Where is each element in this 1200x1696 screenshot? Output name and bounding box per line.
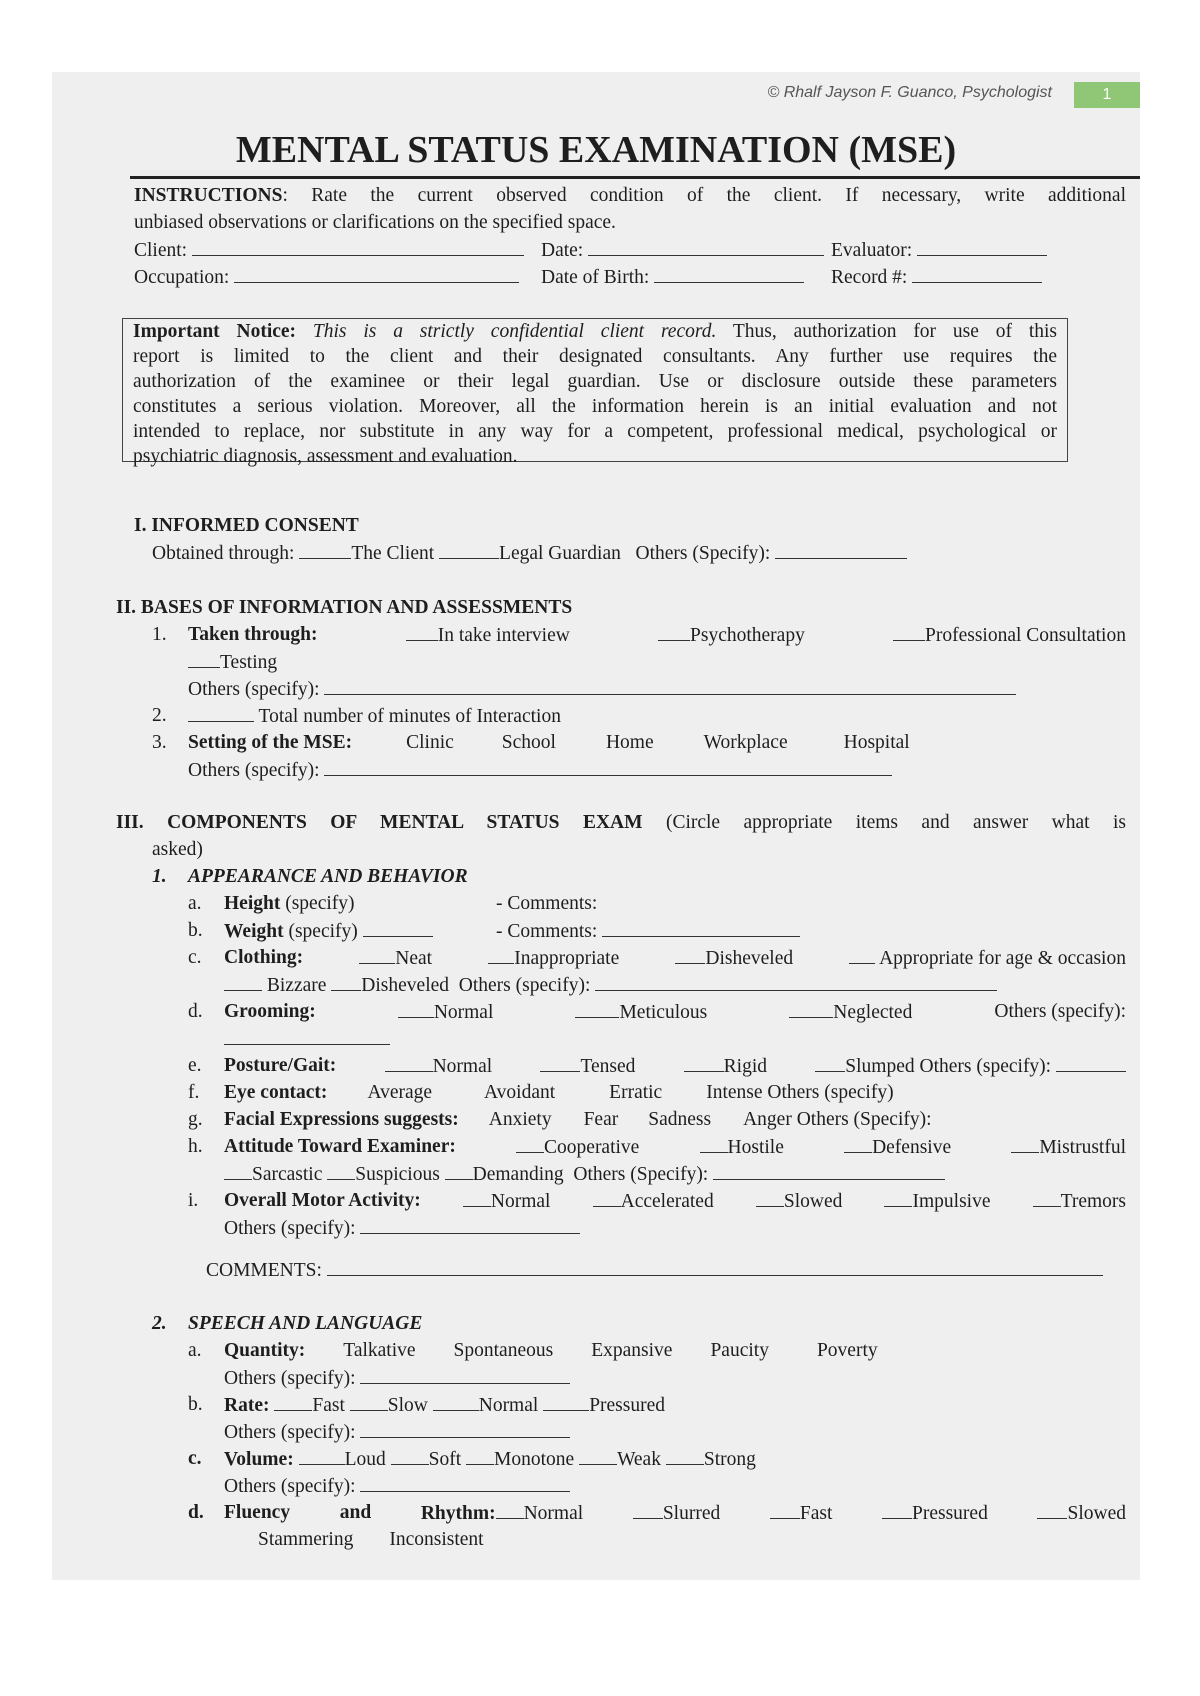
motor-tremors-blank[interactable]	[1033, 1187, 1061, 1207]
posture-normal[interactable]: Normal	[432, 1056, 493, 1077]
dob-label: Date of Birth:	[541, 267, 650, 288]
fluency-slurred-blank[interactable]	[633, 1499, 663, 1519]
rate-pressured-blank[interactable]	[543, 1391, 589, 1411]
facial-fear[interactable]: Fear	[583, 1109, 619, 1130]
clothing-appropriate-blank[interactable]	[849, 944, 875, 964]
sub-2-number: 2.	[152, 1313, 167, 1334]
attitude-cooperative[interactable]: Cooperative	[544, 1137, 640, 1158]
fluency-normal-blank[interactable]	[496, 1499, 524, 1519]
taken-others-row	[188, 675, 1016, 703]
fluency-fast-blank[interactable]	[770, 1499, 800, 1519]
minutes-row	[188, 702, 561, 730]
grooming-row	[224, 998, 1126, 1026]
occupation-blank[interactable]	[234, 263, 519, 283]
item-g-letter: g.	[188, 1109, 203, 1130]
eye-intense-others[interactable]: Intense Others (specify)	[706, 1082, 894, 1103]
section-2-heading: II. BASES OF INFORMATION AND ASSESSMENTS	[116, 597, 573, 618]
fluency-label: Fluency	[224, 1502, 291, 1523]
instructions-label: INSTRUCTIONS	[134, 185, 283, 206]
attitude-sarcastic[interactable]: Sarcastic	[252, 1164, 323, 1185]
volume-weak[interactable]: Weak	[617, 1449, 661, 1470]
volume-monotone-blank[interactable]	[466, 1445, 494, 1465]
evaluator-field[interactable]	[831, 236, 1047, 264]
item-a-letter: a.	[188, 893, 202, 914]
testing-row	[188, 648, 277, 676]
taken-through-label: Taken through:	[188, 624, 318, 645]
notice-italic: This is a strictly confidential client record.	[312, 321, 717, 342]
evaluator-label: Evaluator:	[831, 240, 913, 261]
minutes-label: Total number of minutes of Interaction	[258, 706, 561, 727]
section-3-note: (Circle appropriate items and answer what is	[665, 812, 1126, 833]
volume-monotone[interactable]: Monotone	[494, 1449, 575, 1470]
taken-others-label: Others (specify):	[188, 679, 320, 700]
item-3-number: 3.	[152, 732, 167, 753]
attitude-sarcastic-blank[interactable]	[224, 1160, 252, 1180]
minutes-blank[interactable]	[188, 702, 254, 722]
setting-label: Setting of the MSE:	[188, 732, 353, 753]
facial-label: Facial Expressions suggests:	[224, 1109, 459, 1130]
quantity-spontaneous[interactable]: Spontaneous	[453, 1340, 554, 1361]
instructions-line-2: unbiased observations or clarifications on the specified space.	[134, 212, 616, 233]
posture-slumped[interactable]: Slumped	[845, 1056, 915, 1077]
fluency-and: and	[339, 1502, 372, 1523]
setting-others-blank[interactable]	[324, 756, 892, 776]
comments-blank[interactable]	[327, 1256, 1103, 1276]
motor-slowed[interactable]: Slowed	[783, 1191, 843, 1212]
motor-others-blank[interactable]	[360, 1214, 580, 1234]
item-e-letter: e.	[188, 1055, 202, 1076]
instructions-text-1: : Rate the current observed condition of the client. If necessary, write additional	[282, 185, 1126, 206]
notice-line-2: report is limited to the client and their designated consultants. Any further use requires the	[133, 346, 1057, 367]
height-row	[224, 890, 355, 917]
eye-contact-row	[224, 1079, 894, 1106]
testing-blank[interactable]	[188, 648, 220, 668]
comments-row	[206, 1256, 1103, 1284]
item-b-letter: b.	[188, 920, 203, 941]
eye-erratic[interactable]: Erratic	[609, 1082, 663, 1103]
attitude-suspicious-blank[interactable]	[327, 1160, 355, 1180]
attitude-suspicious[interactable]: Suspicious	[355, 1164, 440, 1185]
attitude-label: Attitude Toward Examiner:	[224, 1136, 456, 1157]
taken-through-row	[188, 621, 1126, 649]
setting-row	[188, 729, 910, 756]
rate-pressured[interactable]: Pressured	[589, 1395, 666, 1416]
attitude-defensive[interactable]: Defensive	[872, 1137, 952, 1158]
clothing-disheveled[interactable]: Disheveled	[705, 948, 794, 969]
clothing-neat-blank[interactable]	[359, 944, 395, 964]
weight-row	[224, 917, 433, 945]
rate-normal[interactable]: Normal	[478, 1395, 539, 1416]
posture-rigid[interactable]: Rigid	[723, 1056, 768, 1077]
consent-others-label: Others (Specify):	[635, 543, 771, 564]
setting-clinic[interactable]: Clinic	[406, 732, 454, 753]
quantity-others-blank[interactable]	[360, 1364, 570, 1384]
intake-blank[interactable]	[406, 621, 438, 641]
confidential-notice-box	[122, 318, 1068, 467]
rate-fast[interactable]: Fast	[312, 1395, 345, 1416]
client-field[interactable]	[134, 236, 524, 264]
option-the-client[interactable]: The Client	[351, 543, 435, 564]
quantity-others-label: Others (specify):	[224, 1368, 356, 1389]
sub-2-heading: SPEECH AND LANGUAGE	[188, 1313, 423, 1334]
clothing-disheveled-2[interactable]: Disheveled	[361, 975, 450, 996]
volume-row	[224, 1445, 756, 1473]
consent-others-blank[interactable]	[775, 539, 907, 559]
sub-1-number: 1.	[152, 866, 167, 887]
speech-a-letter: a.	[188, 1340, 202, 1361]
facial-sadness[interactable]: Sadness	[648, 1109, 712, 1130]
motor-slowed-blank[interactable]	[756, 1187, 784, 1207]
motor-normal-blank[interactable]	[463, 1187, 491, 1207]
attitude-others-label: Others (Specify):	[573, 1164, 709, 1185]
motor-impulsive-blank[interactable]	[884, 1187, 912, 1207]
attitude-demanding-blank[interactable]	[445, 1160, 473, 1180]
posture-tensed[interactable]: Tensed	[580, 1056, 636, 1077]
clothing-row-2	[224, 971, 997, 999]
motor-label: Overall Motor Activity:	[224, 1190, 421, 1211]
page-number-badge: 1	[1074, 82, 1140, 108]
facial-anxiety[interactable]: Anxiety	[488, 1109, 552, 1130]
clothing-others-blank[interactable]	[595, 971, 997, 991]
volume-loud-blank[interactable]	[299, 1445, 345, 1465]
grooming-normal[interactable]: Normal	[433, 1002, 494, 1023]
fluency-row-2	[258, 1526, 484, 1553]
setting-others-row	[188, 756, 892, 784]
client-check-blank[interactable]	[299, 539, 351, 559]
quantity-talkative[interactable]: Talkative	[343, 1340, 416, 1361]
record-blank[interactable]	[912, 263, 1042, 283]
grooming-neglected[interactable]: Neglected	[833, 1002, 913, 1023]
grooming-meticulous-blank[interactable]	[575, 998, 619, 1018]
rate-label: Rate:	[224, 1395, 270, 1416]
notice-line-3: authorization of the examinee or their legal guardian. Use or disclosure outside these parameters	[133, 371, 1057, 392]
comments-label: COMMENTS:	[206, 1260, 322, 1281]
height-label: Height	[224, 893, 281, 914]
clothing-neat[interactable]: Neat	[395, 948, 433, 969]
attitude-hostile[interactable]: Hostile	[727, 1137, 784, 1158]
clothing-bizzare[interactable]: Bizzare	[266, 975, 327, 996]
attitude-mistrustful[interactable]: Mistrustful	[1039, 1137, 1126, 1158]
notice-line-1	[133, 319, 1057, 344]
fluency-row	[224, 1499, 1126, 1527]
quantity-label: Quantity:	[224, 1340, 306, 1361]
clothing-bizzare-blank[interactable]	[224, 971, 262, 991]
evaluator-blank[interactable]	[917, 236, 1047, 256]
grooming-normal-blank[interactable]	[398, 998, 434, 1018]
option-legal-guardian[interactable]: Legal Guardian	[499, 543, 621, 564]
notice-line-1-rest: Thus, authorization for use of this	[732, 321, 1057, 342]
fluency-inconsistent[interactable]: Inconsistent	[389, 1529, 484, 1550]
eye-contact-label: Eye contact:	[224, 1082, 328, 1103]
motor-row	[224, 1187, 1126, 1215]
fluency-slowed-blank[interactable]	[1037, 1499, 1067, 1519]
section-3-note-2: asked)	[152, 839, 203, 860]
title-rule	[130, 176, 1140, 179]
option-psychotherapy[interactable]: Psychotherapy	[690, 625, 805, 646]
obtained-label: Obtained through:	[152, 543, 295, 564]
volume-soft-blank[interactable]	[391, 1445, 429, 1465]
option-intake-interview[interactable]: In take interview	[437, 625, 570, 646]
volume-others-row	[224, 1472, 570, 1500]
weight-blank[interactable]	[363, 917, 433, 937]
clothing-inappropriate[interactable]: Inappropriate	[514, 948, 620, 969]
motor-accelerated[interactable]: Accelerated	[620, 1191, 714, 1212]
posture-others-label: Others (specify):	[919, 1056, 1052, 1077]
setting-school[interactable]: School	[501, 732, 556, 753]
grooming-meticulous[interactable]: Meticulous	[619, 1002, 708, 1023]
attitude-others-blank[interactable]	[713, 1160, 945, 1180]
occupation-label: Occupation:	[134, 267, 230, 288]
volume-strong[interactable]: Strong	[703, 1449, 756, 1470]
psychotherapy-blank[interactable]	[658, 621, 690, 641]
rate-normal-blank[interactable]	[433, 1391, 479, 1411]
posture-others-blank[interactable]	[1056, 1052, 1126, 1072]
grooming-others-label: Others (specify):	[994, 1001, 1126, 1022]
weight-comments: - Comments:	[496, 921, 598, 942]
quantity-paucity[interactable]: Paucity	[710, 1340, 769, 1361]
motor-others-row	[224, 1214, 580, 1242]
posture-label: Posture/Gait:	[224, 1055, 337, 1076]
weight-comments-blank[interactable]	[602, 917, 800, 937]
item-1-number: 1.	[152, 624, 167, 645]
attitude-defensive-blank[interactable]	[844, 1133, 872, 1153]
posture-tensed-blank[interactable]	[540, 1052, 580, 1072]
volume-strong-blank[interactable]	[666, 1445, 704, 1465]
setting-home[interactable]: Home	[605, 732, 654, 753]
clothing-appropriate[interactable]: Appropriate for age & occasion	[879, 948, 1126, 969]
grooming-neglected-blank[interactable]	[789, 998, 833, 1018]
client-label: Client:	[134, 240, 188, 261]
fluency-pressured[interactable]: Pressured	[912, 1503, 988, 1524]
client-blank[interactable]	[192, 236, 524, 256]
fluency-stammering[interactable]: Stammering	[258, 1529, 354, 1550]
clothing-disheveled-blank[interactable]	[675, 944, 705, 964]
weight-comments-row	[496, 917, 800, 945]
date-label: Date:	[541, 240, 584, 261]
setting-workplace[interactable]: Workplace	[703, 732, 788, 753]
attitude-row	[224, 1133, 1126, 1161]
posture-normal-blank[interactable]	[385, 1052, 433, 1072]
option-professional-consultation[interactable]: Professional Consultation	[925, 625, 1126, 646]
rate-others-blank[interactable]	[360, 1418, 570, 1438]
record-label: Record #:	[831, 267, 908, 288]
item-2-number: 2.	[152, 705, 167, 726]
motor-normal[interactable]: Normal	[490, 1191, 551, 1212]
clothing-label: Clothing:	[224, 947, 304, 968]
facial-anger[interactable]: Anger	[743, 1109, 792, 1130]
volume-others-label: Others (specify):	[224, 1476, 356, 1497]
motor-impulsive[interactable]: Impulsive	[912, 1191, 991, 1212]
grooming-others-blank[interactable]	[224, 1025, 390, 1045]
motor-tremors[interactable]: Tremors	[1060, 1191, 1126, 1212]
attitude-hostile-blank[interactable]	[700, 1133, 728, 1153]
weight-label: Weight	[224, 921, 284, 942]
posture-slumped-blank[interactable]	[815, 1052, 845, 1072]
dob-blank[interactable]	[654, 263, 804, 283]
weight-note: (specify)	[288, 921, 358, 942]
professional-blank[interactable]	[893, 621, 925, 641]
rate-others-row	[224, 1418, 570, 1446]
rate-slow-blank[interactable]	[350, 1391, 388, 1411]
rate-row	[224, 1391, 665, 1419]
section-3-heading: III. COMPONENTS OF MENTAL STATUS EXAM	[116, 812, 643, 833]
rate-slow[interactable]: Slow	[387, 1395, 428, 1416]
item-i-letter: i.	[188, 1190, 199, 1211]
facial-row	[224, 1106, 932, 1133]
header-author: © Rhalf Jayson F. Guanco, Psychologist	[767, 84, 1052, 101]
volume-weak-blank[interactable]	[579, 1445, 617, 1465]
rhythm-label: Rhythm:	[420, 1503, 496, 1524]
fluency-slurred[interactable]: Slurred	[662, 1503, 721, 1524]
speech-c-letter: c.	[188, 1448, 202, 1469]
notice-line-6: psychiatric diagnosis, assessment and evaluation.	[133, 446, 518, 467]
setting-others-label: Others (specify):	[188, 760, 320, 781]
sub-1-heading: APPEARANCE AND BEHAVIOR	[188, 866, 468, 887]
volume-soft[interactable]: Soft	[428, 1449, 462, 1470]
date-field[interactable]	[541, 236, 824, 264]
motor-accelerated-blank[interactable]	[593, 1187, 621, 1207]
clothing-others-label: Others (specify):	[458, 975, 591, 996]
option-testing[interactable]: Testing	[220, 652, 278, 673]
notice-label: Important Notice:	[133, 321, 297, 342]
item-f-letter: f.	[188, 1082, 200, 1103]
rate-fast-blank[interactable]	[274, 1391, 312, 1411]
dob-field[interactable]	[541, 263, 804, 291]
quantity-poverty[interactable]: Poverty	[816, 1340, 878, 1361]
fluency-fast[interactable]: Fast	[799, 1503, 833, 1524]
speech-d-letter: d.	[188, 1502, 204, 1523]
instructions-line-1	[134, 182, 1126, 209]
record-field[interactable]	[831, 263, 1042, 291]
setting-hospital[interactable]: Hospital	[843, 732, 910, 753]
height-note: (specify)	[285, 893, 355, 914]
page-title: MENTAL STATUS EXAMINATION (MSE)	[235, 129, 957, 171]
rate-others-label: Others (specify):	[224, 1422, 356, 1443]
document-page	[52, 72, 1140, 1580]
facial-others-label: Others (Specify):	[796, 1109, 932, 1130]
fluency-normal[interactable]: Normal	[523, 1503, 584, 1524]
section-3-heading-row	[116, 809, 1126, 836]
quantity-row	[224, 1337, 878, 1364]
eye-average[interactable]: Average	[367, 1082, 433, 1103]
item-d-letter: d.	[188, 1001, 203, 1022]
attitude-row-2	[224, 1160, 945, 1188]
speech-b-letter: b.	[188, 1394, 203, 1415]
volume-others-blank[interactable]	[360, 1472, 570, 1492]
item-h-letter: h.	[188, 1136, 203, 1157]
consent-row	[152, 539, 907, 567]
volume-loud[interactable]: Loud	[344, 1449, 386, 1470]
guardian-check-blank[interactable]	[439, 539, 499, 559]
grooming-others-row	[224, 1025, 390, 1053]
occupation-field[interactable]	[134, 263, 519, 291]
eye-avoidant[interactable]: Avoidant	[484, 1082, 556, 1103]
taken-others-blank[interactable]	[324, 675, 1016, 695]
posture-row	[224, 1052, 1126, 1080]
notice-line-5: intended to replace, nor substitute in any way for a competent, professional medical, psychological or	[133, 421, 1057, 442]
clothing-disheveled-2-blank[interactable]	[331, 971, 361, 991]
attitude-cooperative-blank[interactable]	[516, 1133, 544, 1153]
notice-line-4: constitutes a serious violation. Moreover, all the information herein is an initial evaluation and not	[133, 396, 1057, 417]
motor-others-label: Others (specify):	[224, 1218, 356, 1239]
fluency-pressured-blank[interactable]	[882, 1499, 912, 1519]
posture-rigid-blank[interactable]	[684, 1052, 724, 1072]
quantity-others-row	[224, 1364, 570, 1392]
date-blank[interactable]	[588, 236, 824, 256]
height-comments: - Comments:	[496, 893, 598, 914]
fluency-slowed[interactable]: Slowed	[1067, 1503, 1126, 1524]
section-1-heading: I. INFORMED CONSENT	[134, 515, 359, 536]
quantity-expansive[interactable]: Expansive	[591, 1340, 673, 1361]
attitude-mistrustful-blank[interactable]	[1011, 1133, 1039, 1153]
volume-label: Volume:	[224, 1449, 294, 1470]
item-c-letter: c.	[188, 947, 202, 968]
clothing-inappropriate-blank[interactable]	[488, 944, 514, 964]
grooming-label: Grooming:	[224, 1001, 316, 1022]
clothing-row	[224, 944, 1126, 972]
attitude-demanding[interactable]: Demanding	[472, 1164, 564, 1185]
